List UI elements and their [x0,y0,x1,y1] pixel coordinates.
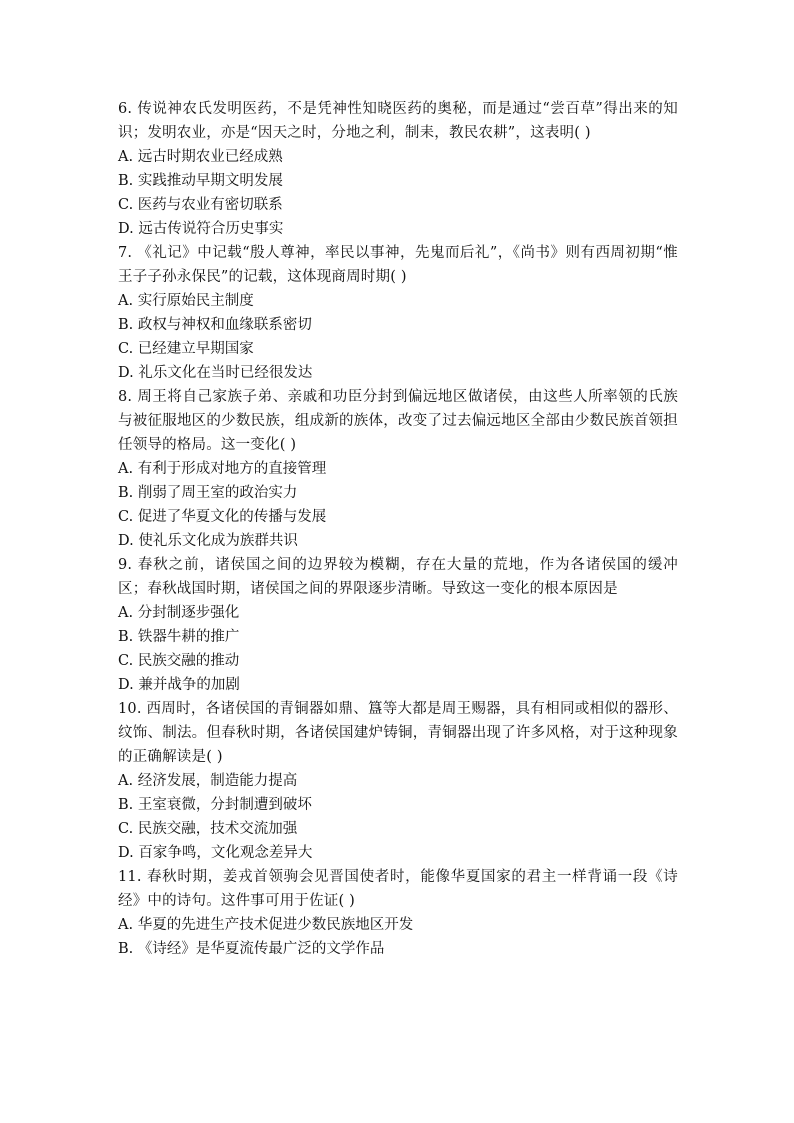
question-stem: 10. 西周时，各诸侯国的青铜器如鼎、簋等大都是周王赐器，具有相同或相似的器形、纹饰、制法。但春秋时期，各诸侯国建炉铸铜，青铜器出现了许多风格，对于这种现象的正确解读是( ) [118,701,678,765]
exam-page [118,97,678,961]
option-c: C. 民族交融，技术交流加强 [118,821,298,837]
question-6 [118,97,678,241]
option-a: A. 实行原始民主制度 [118,293,254,309]
question-stem: 11. 春秋时期，姜戎首领驹会见晋国使者时，能像华夏国家的君主一样背诵一段《诗经》中的诗句。这件事可用于佐证( ) [118,869,678,909]
option-b: B. 政权与神权和血缘联系密切 [118,317,312,333]
option-a: A. 分封制逐步强化 [118,605,240,621]
question-8 [118,385,678,553]
question-stem: 9. 春秋之前，诸侯国之间的边界较为模糊，存在大量的荒地，作为各诸侯国的缓冲区；春秋战国时期，诸侯国之间的界限逐步清晰。导致这一变化的根本原因是 [118,557,678,597]
option-d: D. 使礼乐文化成为族群共识 [118,533,298,549]
question-stem: 6. 传说神农氏发明医药，不是凭神性知晓医药的奥秘，而是通过“尝百草”得出来的知识；发明农业，亦是“因天之时，分地之利，制耒，教民农耕”，这表明( ) [118,101,678,141]
question-stem: 8. 周王将自己家族子弟、亲戚和功臣分封到偏远地区做诸侯，由这些人所率领的氏族与被征服地区的少数民族，组成新的族体，改变了过去偏远地区全部由少数民族首领担任领导的格局。这一变化( ) [118,389,678,453]
option-list [118,913,678,961]
option-list [118,289,678,385]
option-d: D. 百家争鸣，文化观念差异大 [118,845,313,861]
question-9 [118,553,678,697]
option-b: B. 铁器牛耕的推广 [118,629,240,645]
option-b: B. 实践推动早期文明发展 [118,173,283,189]
question-11 [118,865,678,961]
option-b: B. 王室衰微，分封制遭到破坏 [118,797,312,813]
option-d: D. 礼乐文化在当时已经很发达 [118,365,313,381]
question-7 [118,241,678,385]
option-list [118,601,678,697]
option-c: C. 民族交融的推动 [118,653,240,669]
option-a: A. 有利于形成对地方的直接管理 [118,461,327,477]
question-stem: 7. 《礼记》中记载“殷人尊神，率民以事神，先鬼而后礼”，《尚书》则有西周初期“惟王子子孙永保民”的记载，这体现商周时期( ) [118,245,678,285]
option-a: A. 远古时期农业已经成熟 [118,149,283,165]
option-b: B. 削弱了周王室的政治实力 [118,485,298,501]
option-d: D. 兼并战争的加剧 [118,677,240,693]
option-b: B. 《诗经》是华夏流传最广泛的文学作品 [118,941,385,957]
option-list [118,457,678,553]
option-list [118,145,678,241]
option-c: C. 已经建立早期国家 [118,341,254,357]
option-d: D. 远古传说符合历史事实 [118,221,284,237]
option-c: C. 医药与农业有密切联系 [118,197,283,213]
option-list [118,769,678,865]
option-c: C. 促进了华夏文化的传播与发展 [118,509,327,525]
option-a: A. 经济发展，制造能力提高 [118,773,298,789]
question-10 [118,697,678,865]
option-a: A. 华夏的先进生产技术促进少数民族地区开发 [118,917,414,933]
